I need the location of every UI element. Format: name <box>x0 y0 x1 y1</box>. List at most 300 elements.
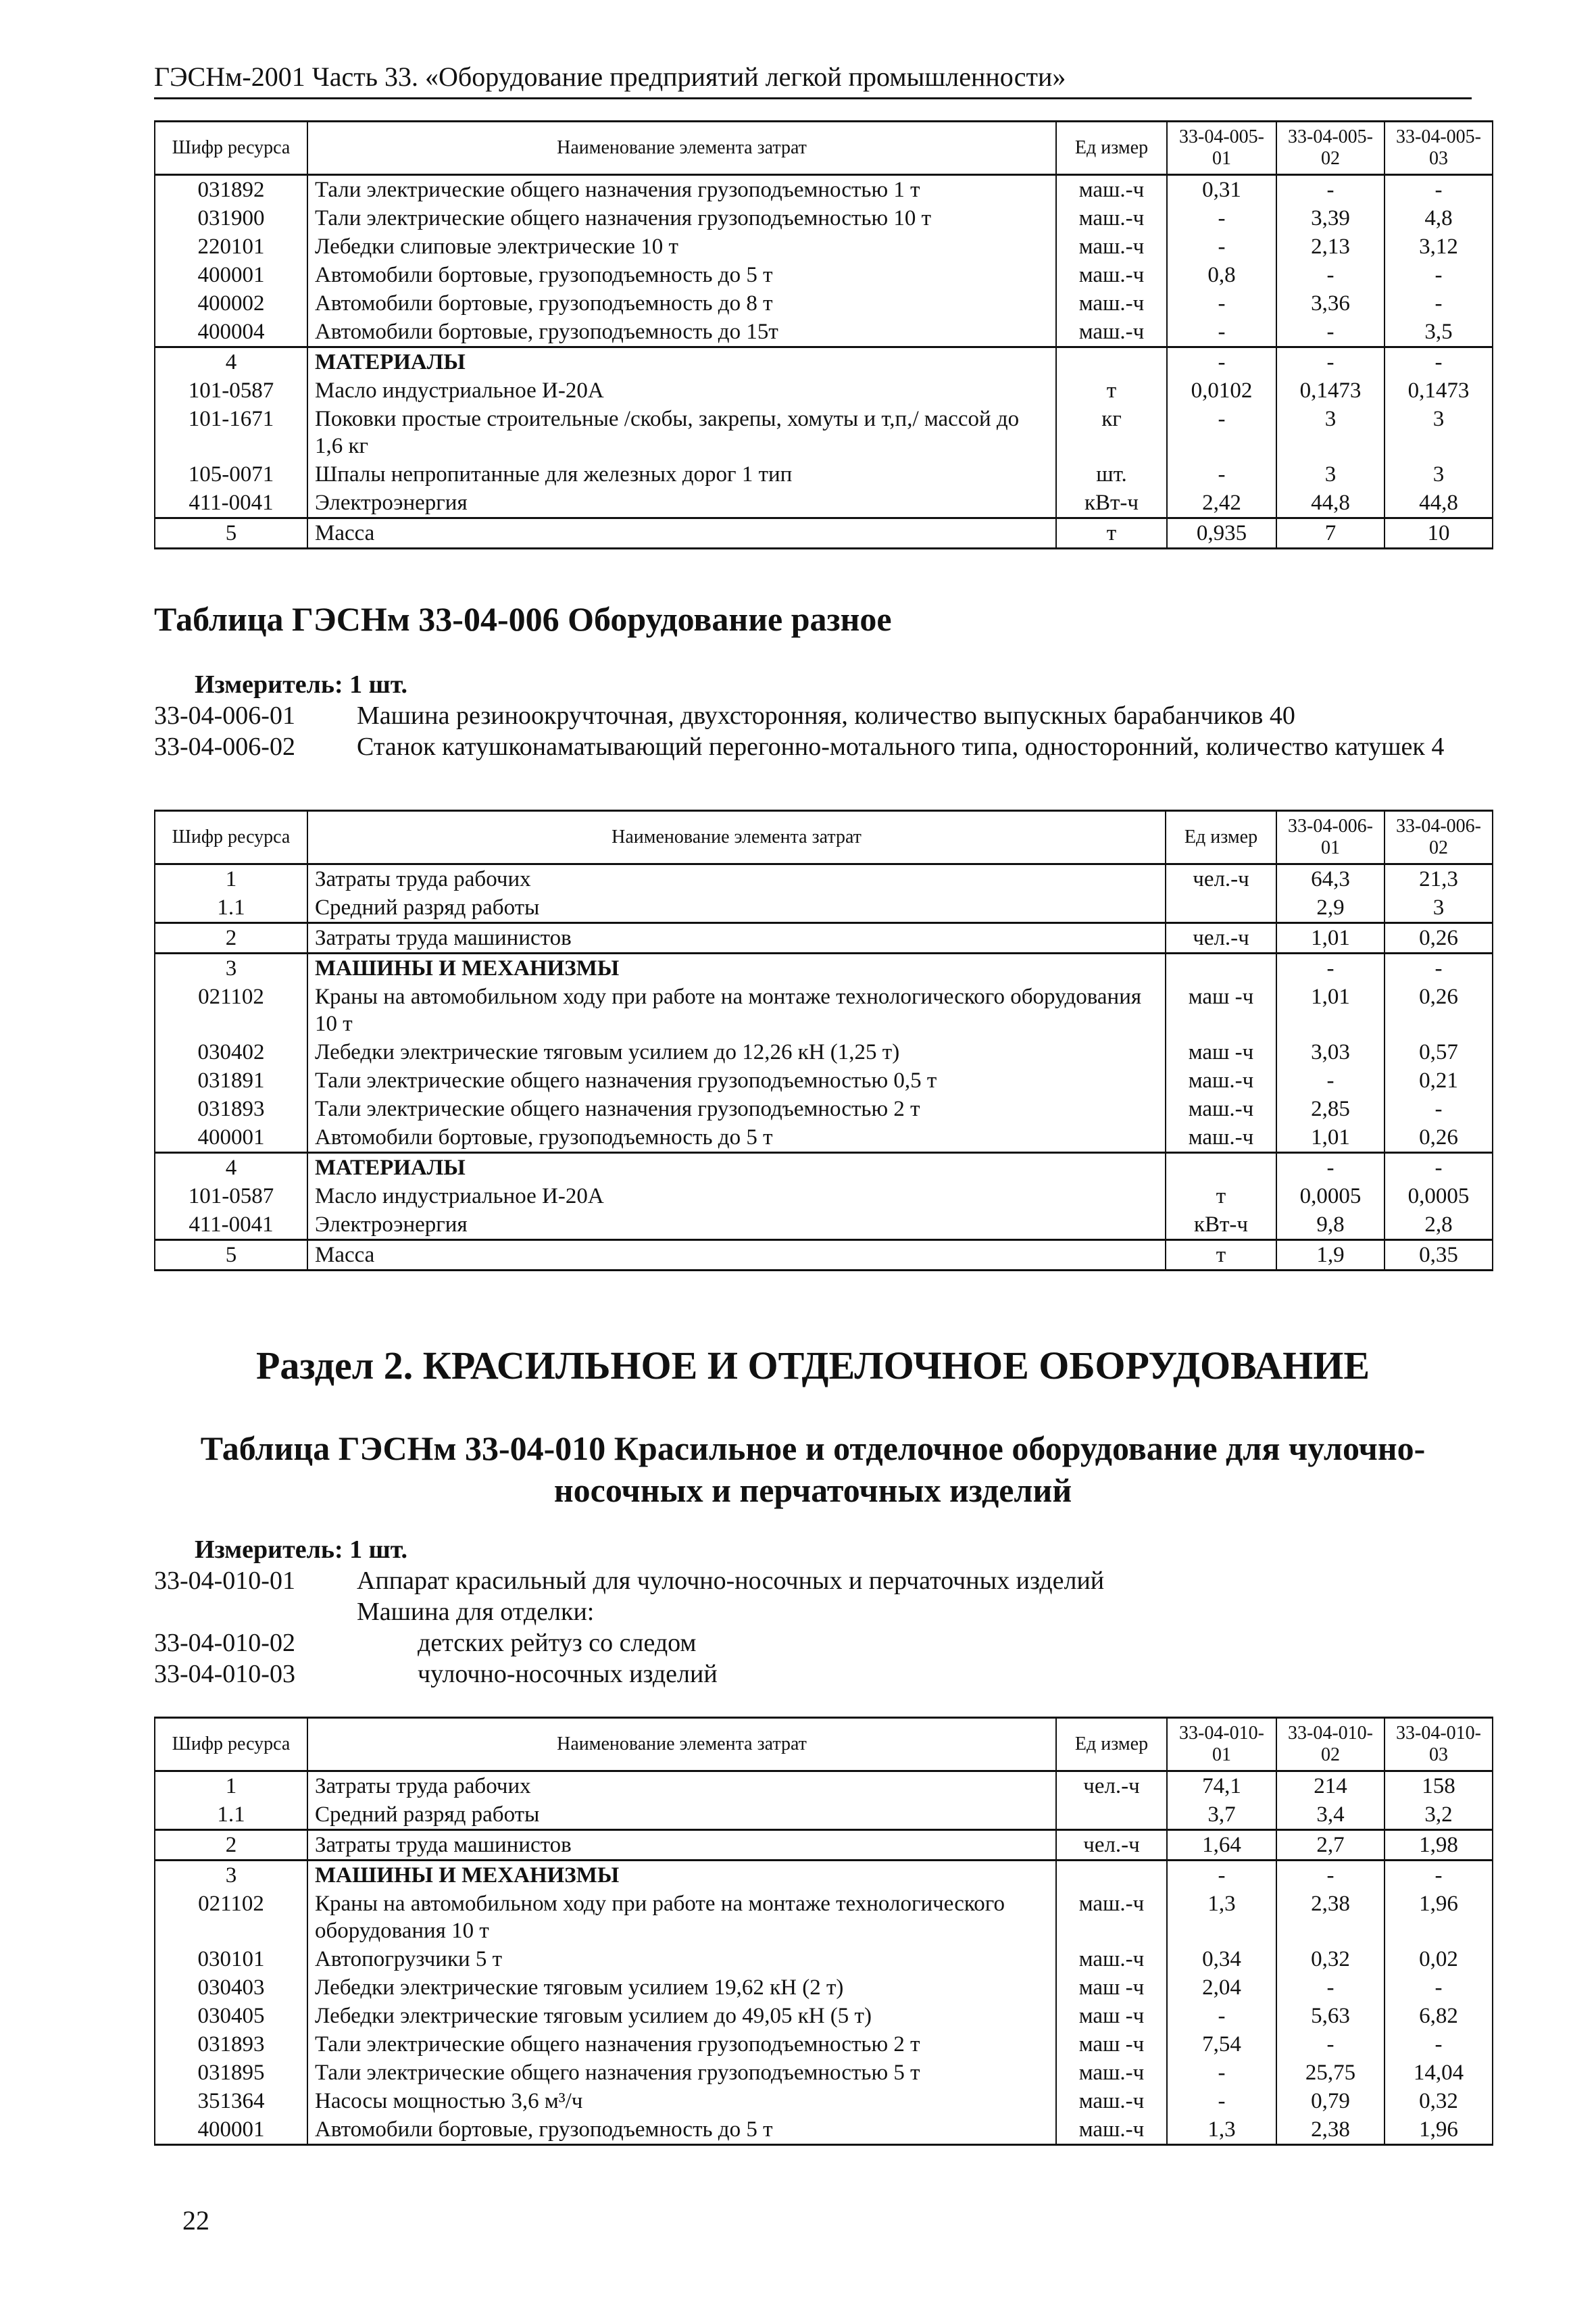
value-cell: - <box>1167 318 1276 347</box>
unit-cell: маш.-ч <box>1056 1945 1167 1973</box>
value-cell: 2,38 <box>1276 2115 1385 2145</box>
resource-code-cell: 411-0041 <box>155 489 307 518</box>
value-cell: 2,38 <box>1276 1890 1385 1945</box>
value-cell: 0,0005 <box>1276 1182 1385 1210</box>
value-cell: 2,04 <box>1167 1973 1276 2002</box>
value-cell: - <box>1276 1861 1385 1890</box>
table-row <box>155 232 1493 261</box>
item-name: детских рейтуз со следом <box>418 1629 697 1657</box>
column-header: Ед измер <box>1056 122 1167 175</box>
unit-cell: т <box>1166 1240 1276 1271</box>
value-cell: 0,32 <box>1385 2087 1493 2115</box>
column-header: 33-04-005-03 <box>1385 122 1493 175</box>
unit-cell: шт. <box>1056 460 1167 489</box>
table-row <box>155 1800 1493 1830</box>
column-header: Шифр ресурса <box>155 122 307 175</box>
table3-title-line1: Таблица ГЭСНм 33-04-010 Красильное и отделочное оборудование для чулочно- <box>200 1429 1426 1467</box>
table-row <box>155 983 1493 1038</box>
table-row <box>155 1861 1493 1890</box>
value-cell: 0,1473 <box>1385 376 1493 405</box>
table-33-04-005 <box>154 120 1493 549</box>
value-cell: 3,36 <box>1276 289 1385 318</box>
item-code: 33-04-010-03 <box>154 1660 295 1688</box>
value-cell: 1,01 <box>1276 923 1385 954</box>
table-33-04-010 <box>154 1717 1493 2146</box>
value-cell: 214 <box>1276 1771 1385 1801</box>
unit-cell <box>1056 347 1167 377</box>
cost-item-name-cell: Автомобили бортовые, грузоподъемность до 5 т <box>307 1123 1166 1153</box>
value-cell: 44,8 <box>1385 489 1493 518</box>
table-row <box>155 923 1493 954</box>
table-row <box>155 2030 1493 2059</box>
value-cell: 1,3 <box>1167 2115 1276 2145</box>
value-cell: 3,5 <box>1385 318 1493 347</box>
value-cell: 10 <box>1385 518 1493 549</box>
cost-item-name-cell: Лебедки электрические тяговым усилием 19,62 кН (2 т) <box>307 1973 1056 2002</box>
column-header: 33-04-005-01 <box>1167 122 1276 175</box>
value-cell: - <box>1167 2002 1276 2030</box>
resource-code-cell: 101-0587 <box>155 376 307 405</box>
table-header-row <box>155 1718 1493 1771</box>
table-row <box>155 405 1493 460</box>
cost-item-name-cell: Масло индустриальное И-20А <box>307 376 1056 405</box>
resource-code-cell: 1 <box>155 1771 307 1801</box>
unit-cell: чел.-ч <box>1166 864 1276 894</box>
cost-item-name-cell: Затраты труда рабочих <box>307 864 1166 894</box>
unit-cell: маш.-ч <box>1166 1123 1276 1153</box>
unit-cell: маш.-ч <box>1056 2059 1167 2087</box>
column-header: Ед измер <box>1166 811 1276 864</box>
value-cell: 5,63 <box>1276 2002 1385 2030</box>
value-cell: 1,01 <box>1276 983 1385 1038</box>
value-cell: 1,98 <box>1385 1830 1493 1861</box>
value-cell: 9,8 <box>1276 1210 1385 1240</box>
value-cell: 0,57 <box>1385 1038 1493 1066</box>
item-name: Станок катушконаматывающий перегонно-мотального типа, односторонний, количество катушек 4 <box>357 733 1445 761</box>
value-cell: - <box>1385 2030 1493 2059</box>
cost-item-name-cell: МАТЕРИАЛЫ <box>307 347 1056 377</box>
value-cell: - <box>1276 954 1385 983</box>
table-row <box>155 1038 1493 1066</box>
resource-code-cell: 030403 <box>155 1973 307 2002</box>
table2-title: Таблица ГЭСНм 33-04-006 Оборудование разное <box>154 600 892 638</box>
value-cell: - <box>1385 175 1493 205</box>
resource-code-cell: 030101 <box>155 1945 307 1973</box>
table-row <box>155 1240 1493 1271</box>
unit-cell: чел.-ч <box>1056 1771 1167 1801</box>
value-cell: 3,12 <box>1385 232 1493 261</box>
unit-cell: маш.-ч <box>1056 232 1167 261</box>
measure-item <box>154 700 1492 731</box>
column-header: Наименование элемента затрат <box>307 122 1056 175</box>
resource-code-cell: 021102 <box>155 983 307 1038</box>
cost-item-name-cell: Краны на автомобильном ходу при работе на монтаже технологического оборудования 10 т <box>307 1890 1056 1945</box>
measure-item <box>154 1658 1492 1690</box>
cost-item-name-cell: МАТЕРИАЛЫ <box>307 1153 1166 1183</box>
table-row <box>155 1973 1493 2002</box>
value-cell: 0,935 <box>1167 518 1276 549</box>
unit-cell: маш -ч <box>1056 2030 1167 2059</box>
measure-line <box>154 669 1492 700</box>
value-cell: 0,26 <box>1385 983 1493 1038</box>
value-cell: 0,35 <box>1385 1240 1493 1271</box>
value-cell: 0,31 <box>1167 175 1276 205</box>
table-row <box>155 1830 1493 1861</box>
unit-cell: маш -ч <box>1056 1973 1167 2002</box>
column-header: 33-04-006-01 <box>1276 811 1385 864</box>
table-header-row <box>155 122 1493 175</box>
value-cell: 14,04 <box>1385 2059 1493 2087</box>
unit-cell: т <box>1056 376 1167 405</box>
unit-cell <box>1166 954 1276 983</box>
cost-item-name-cell: Автомобили бортовые, грузоподъемность до 5 т <box>307 2115 1056 2145</box>
value-cell: 3 <box>1385 405 1493 460</box>
resource-code-cell: 031895 <box>155 2059 307 2087</box>
unit-cell: кг <box>1056 405 1167 460</box>
resource-code-cell: 3 <box>155 1861 307 1890</box>
table-row <box>155 518 1493 549</box>
value-cell: - <box>1276 1153 1385 1183</box>
cost-item-name-cell: Затраты труда машинистов <box>307 1830 1056 1861</box>
table-row <box>155 2002 1493 2030</box>
unit-cell: маш.-ч <box>1056 1890 1167 1945</box>
page-header: ГЭСНм-2001 Часть 33. «Оборудование предприятий легкой промышленности» <box>154 59 1472 99</box>
value-cell: 3 <box>1276 460 1385 489</box>
unit-cell <box>1056 1800 1167 1830</box>
value-cell: - <box>1276 1973 1385 2002</box>
column-header: 33-04-006-02 <box>1385 811 1493 864</box>
unit-cell: маш.-ч <box>1056 175 1167 205</box>
column-header: 33-04-005-02 <box>1276 122 1385 175</box>
unit-cell: кВт-ч <box>1166 1210 1276 1240</box>
value-cell: 25,75 <box>1276 2059 1385 2087</box>
cost-item-name-cell: Автомобили бортовые, грузоподъемность до 8 т <box>307 289 1056 318</box>
table-row <box>155 2087 1493 2115</box>
table-row <box>155 954 1493 983</box>
cost-item-name-cell: Автомобили бортовые, грузоподъемность до 5 т <box>307 261 1056 289</box>
value-cell: 3,4 <box>1276 1800 1385 1830</box>
table-row <box>155 175 1493 205</box>
cost-item-name-cell: Лебедки слиповые электрические 10 т <box>307 232 1056 261</box>
table-row <box>155 1123 1493 1153</box>
resource-code-cell: 101-1671 <box>155 405 307 460</box>
cost-item-name-cell: Электроэнергия <box>307 1210 1166 1240</box>
cost-item-name-cell: Тали электрические общего назначения грузоподъемностью 2 т <box>307 2030 1056 2059</box>
cost-item-name-cell: МАШИНЫ И МЕХАНИЗМЫ <box>307 954 1166 983</box>
value-cell: - <box>1167 232 1276 261</box>
value-cell: - <box>1167 1861 1276 1890</box>
unit-cell: маш -ч <box>1056 2002 1167 2030</box>
resource-code-cell: 021102 <box>155 1890 307 1945</box>
value-cell: 6,82 <box>1385 2002 1493 2030</box>
value-cell: 2,42 <box>1167 489 1276 518</box>
value-cell: 0,34 <box>1167 1945 1276 1973</box>
resource-code-cell: 031892 <box>155 175 307 205</box>
cost-item-name-cell: Автомобили бортовые, грузоподъемность до 15т <box>307 318 1056 347</box>
value-cell: - <box>1276 347 1385 377</box>
table-row <box>155 204 1493 232</box>
table-row <box>155 261 1493 289</box>
value-cell: - <box>1276 175 1385 205</box>
resource-code-cell: 5 <box>155 1240 307 1271</box>
unit-cell: т <box>1056 518 1167 549</box>
resource-code-cell: 2 <box>155 1830 307 1861</box>
table-row <box>155 1182 1493 1210</box>
item-name: Машина резиноокручточная, двухсторонняя, количество выпускных барабанчиков 40 <box>357 701 1295 730</box>
value-cell: 3,2 <box>1385 1800 1493 1830</box>
cost-item-name-cell: Масло индустриальное И-20А <box>307 1182 1166 1210</box>
resource-code-cell: 400001 <box>155 1123 307 1153</box>
table-row <box>155 318 1493 347</box>
resource-code-cell: 4 <box>155 1153 307 1183</box>
value-cell: - <box>1276 318 1385 347</box>
value-cell: 1,96 <box>1385 2115 1493 2145</box>
unit-cell: маш.-ч <box>1166 1095 1276 1123</box>
value-cell: 0,26 <box>1385 1123 1493 1153</box>
value-cell: 1,96 <box>1385 1890 1493 1945</box>
resource-code-cell: 031893 <box>155 1095 307 1123</box>
cost-item-name-cell: Средний разряд работы <box>307 893 1166 923</box>
column-header: Ед измер <box>1056 1718 1167 1771</box>
cost-item-name-cell: Автопогрузчики 5 т <box>307 1945 1056 1973</box>
value-cell: 2,7 <box>1276 1830 1385 1861</box>
cost-item-name-cell: Тали электрические общего назначения грузоподъемностью 10 т <box>307 204 1056 232</box>
resource-code-cell: 220101 <box>155 232 307 261</box>
value-cell: 0,21 <box>1385 1066 1493 1095</box>
value-cell: 0,02 <box>1385 1945 1493 1973</box>
cost-item-name-cell: Лебедки электрические тяговым усилием до 12,26 кН (1,25 т) <box>307 1038 1166 1066</box>
value-cell: 21,3 <box>1385 864 1493 894</box>
resource-code-cell: 101-0587 <box>155 1182 307 1210</box>
item-name: чулочно-носочных изделий <box>418 1660 718 1688</box>
unit-cell: маш.-ч <box>1056 2115 1167 2145</box>
table2-measure-block <box>154 669 1492 762</box>
value-cell: 0,32 <box>1276 1945 1385 1973</box>
value-cell: 2,13 <box>1276 232 1385 261</box>
value-cell: 0,26 <box>1385 923 1493 954</box>
unit-cell: маш.-ч <box>1166 1066 1276 1095</box>
cost-item-name-cell: Насосы мощностью 3,6 м³/ч <box>307 2087 1056 2115</box>
value-cell: - <box>1276 2030 1385 2059</box>
table-header-row <box>155 811 1493 864</box>
unit-cell: т <box>1166 1182 1276 1210</box>
resource-code-cell: 351364 <box>155 2087 307 2115</box>
table-row <box>155 347 1493 377</box>
value-cell: 1,01 <box>1276 1123 1385 1153</box>
value-cell: - <box>1276 261 1385 289</box>
value-cell: - <box>1385 289 1493 318</box>
unit-cell: маш.-ч <box>1056 204 1167 232</box>
value-cell: - <box>1385 954 1493 983</box>
page-number: 22 <box>182 2205 209 2236</box>
value-cell: 0,0102 <box>1167 376 1276 405</box>
resource-code-cell: 400002 <box>155 289 307 318</box>
table-row <box>155 460 1493 489</box>
resource-code-cell: 031891 <box>155 1066 307 1095</box>
resource-code-cell: 4 <box>155 347 307 377</box>
resource-code-cell: 1.1 <box>155 1800 307 1830</box>
value-cell: - <box>1167 405 1276 460</box>
value-cell: 2,85 <box>1276 1095 1385 1123</box>
value-cell: - <box>1385 347 1493 377</box>
table-row <box>155 1066 1493 1095</box>
table3-measure-block <box>154 1534 1492 1690</box>
unit-cell: маш.-ч <box>1056 289 1167 318</box>
item-code: 33-04-006-02 <box>154 733 295 761</box>
value-cell: 3,39 <box>1276 204 1385 232</box>
unit-cell: маш.-ч <box>1056 2087 1167 2115</box>
resource-code-cell: 030402 <box>155 1038 307 1066</box>
cost-item-name-cell: Тали электрические общего назначения грузоподъемностью 0,5 т <box>307 1066 1166 1095</box>
cost-item-name-cell: Лебедки электрические тяговым усилием до 49,05 кН (5 т) <box>307 2002 1056 2030</box>
table-row <box>155 376 1493 405</box>
value-cell: 1,3 <box>1167 1890 1276 1945</box>
value-cell: - <box>1276 1066 1385 1095</box>
measure-item <box>154 1627 1492 1658</box>
value-cell: - <box>1385 261 1493 289</box>
column-header: Шифр ресурса <box>155 1718 307 1771</box>
cost-item-name-cell: Шпалы непропитанные для железных дорог 1 тип <box>307 460 1056 489</box>
cost-item-name-cell: Тали электрические общего назначения грузоподъемностью 5 т <box>307 2059 1056 2087</box>
resource-code-cell: 400004 <box>155 318 307 347</box>
value-cell: 74,1 <box>1167 1771 1276 1801</box>
value-cell: 0,0005 <box>1385 1182 1493 1210</box>
unit-cell: маш -ч <box>1166 1038 1276 1066</box>
item-code: 33-04-006-01 <box>154 701 295 730</box>
table-row <box>155 2115 1493 2145</box>
value-cell: 3 <box>1385 893 1493 923</box>
value-cell: 0,1473 <box>1276 376 1385 405</box>
unit-cell: маш.-ч <box>1056 318 1167 347</box>
value-cell: - <box>1385 1861 1493 1890</box>
cost-item-name-cell: Тали электрические общего назначения грузоподъемностью 1 т <box>307 175 1056 205</box>
value-cell: - <box>1167 2059 1276 2087</box>
measure-line <box>154 1534 1492 1565</box>
column-header: 33-04-010-01 <box>1167 1718 1276 1771</box>
item-code: 33-04-010-02 <box>154 1629 295 1657</box>
value-cell: 7,54 <box>1167 2030 1276 2059</box>
value-cell: 4,8 <box>1385 204 1493 232</box>
unit-cell: кВт-ч <box>1056 489 1167 518</box>
resource-code-cell: 031900 <box>155 204 307 232</box>
value-cell: - <box>1167 2087 1276 2115</box>
item-name: Аппарат красильный для чулочно-носочных и перчаточных изделий <box>357 1567 1105 1595</box>
unit-cell <box>1166 893 1276 923</box>
value-cell: - <box>1167 204 1276 232</box>
unit-cell <box>1166 1153 1276 1183</box>
cost-item-name-cell: Затраты труда машинистов <box>307 923 1166 954</box>
resource-code-cell: 400001 <box>155 261 307 289</box>
value-cell: 1,64 <box>1167 1830 1276 1861</box>
resource-code-cell: 030405 <box>155 2002 307 2030</box>
table3-title-line2: носочных и перчаточных изделий <box>553 1471 1072 1509</box>
table-row <box>155 1771 1493 1801</box>
table-row <box>155 289 1493 318</box>
table-row <box>155 1945 1493 1973</box>
column-header: Наименование элемента затрат <box>307 811 1166 864</box>
unit-cell: чел.-ч <box>1166 923 1276 954</box>
value-cell: 0,79 <box>1276 2087 1385 2115</box>
item-name: Машина для отделки: <box>357 1598 595 1626</box>
resource-code-cell: 411-0041 <box>155 1210 307 1240</box>
unit-cell <box>1056 1861 1167 1890</box>
table-33-04-006 <box>154 810 1493 1271</box>
table-row <box>155 2059 1493 2087</box>
value-cell: 0,8 <box>1167 261 1276 289</box>
cost-item-name-cell: Масса <box>307 518 1056 549</box>
cost-item-name-cell: Масса <box>307 1240 1166 1271</box>
value-cell: 7 <box>1276 518 1385 549</box>
cost-item-name-cell: Средний разряд работы <box>307 1800 1056 1830</box>
measure-value: 1 шт. <box>349 1535 408 1564</box>
section-title: Раздел 2. КРАСИЛЬНОЕ И ОТДЕЛОЧНОЕ ОБОРУДОВАНИЕ <box>255 1344 1370 1387</box>
cost-item-name-cell: Затраты труда рабочих <box>307 1771 1056 1801</box>
resource-code-cell: 031893 <box>155 2030 307 2059</box>
value-cell: - <box>1167 460 1276 489</box>
value-cell: 2,8 <box>1385 1210 1493 1240</box>
value-cell: - <box>1385 1973 1493 2002</box>
cost-item-name-cell: Тали электрические общего назначения грузоподъемностью 2 т <box>307 1095 1166 1123</box>
value-cell: 3 <box>1385 460 1493 489</box>
resource-code-cell: 1.1 <box>155 893 307 923</box>
table-row <box>155 1153 1493 1183</box>
value-cell: 3,7 <box>1167 1800 1276 1830</box>
cost-item-name-cell: Поковки простые строительные /скобы, закрепы, хомуты и т,п,/ массой до 1,6 кг <box>307 405 1056 460</box>
column-header: Наименование элемента затрат <box>307 1718 1056 1771</box>
table-row <box>155 1210 1493 1240</box>
value-cell: 64,3 <box>1276 864 1385 894</box>
item-code <box>154 1596 357 1627</box>
resource-code-cell: 400001 <box>155 2115 307 2145</box>
table-row <box>155 489 1493 518</box>
table-row <box>155 864 1493 894</box>
table-row <box>155 893 1493 923</box>
value-cell: - <box>1385 1153 1493 1183</box>
value-cell: 3,03 <box>1276 1038 1385 1066</box>
table-row <box>155 1890 1493 1945</box>
resource-code-cell: 2 <box>155 923 307 954</box>
value-cell: - <box>1385 1095 1493 1123</box>
column-header: 33-04-010-02 <box>1276 1718 1385 1771</box>
column-header: Шифр ресурса <box>155 811 307 864</box>
table-row <box>155 1095 1493 1123</box>
cost-item-name-cell: МАШИНЫ И МЕХАНИЗМЫ <box>307 1861 1056 1890</box>
measure-item <box>154 1596 1492 1627</box>
cost-item-name-cell: Краны на автомобильном ходу при работе на монтаже технологического оборудования 10 т <box>307 983 1166 1038</box>
measure-label: Измеритель: <box>195 1535 343 1564</box>
measure-value: 1 шт. <box>349 670 408 699</box>
resource-code-cell: 5 <box>155 518 307 549</box>
measure-item <box>154 1565 1492 1596</box>
resource-code-cell: 1 <box>155 864 307 894</box>
column-header: 33-04-010-03 <box>1385 1718 1493 1771</box>
value-cell: - <box>1167 289 1276 318</box>
value-cell: 1,9 <box>1276 1240 1385 1271</box>
item-code: 33-04-010-01 <box>154 1567 295 1595</box>
value-cell: - <box>1167 347 1276 377</box>
resource-code-cell: 3 <box>155 954 307 983</box>
value-cell: 44,8 <box>1276 489 1385 518</box>
unit-cell: чел.-ч <box>1056 1830 1167 1861</box>
value-cell: 3 <box>1276 405 1385 460</box>
table3-title <box>154 1427 1472 1511</box>
measure-label: Измеритель: <box>195 670 343 699</box>
unit-cell: маш.-ч <box>1056 261 1167 289</box>
unit-cell: маш -ч <box>1166 983 1276 1038</box>
measure-item <box>154 731 1492 762</box>
value-cell: 158 <box>1385 1771 1493 1801</box>
value-cell: 2,9 <box>1276 893 1385 923</box>
